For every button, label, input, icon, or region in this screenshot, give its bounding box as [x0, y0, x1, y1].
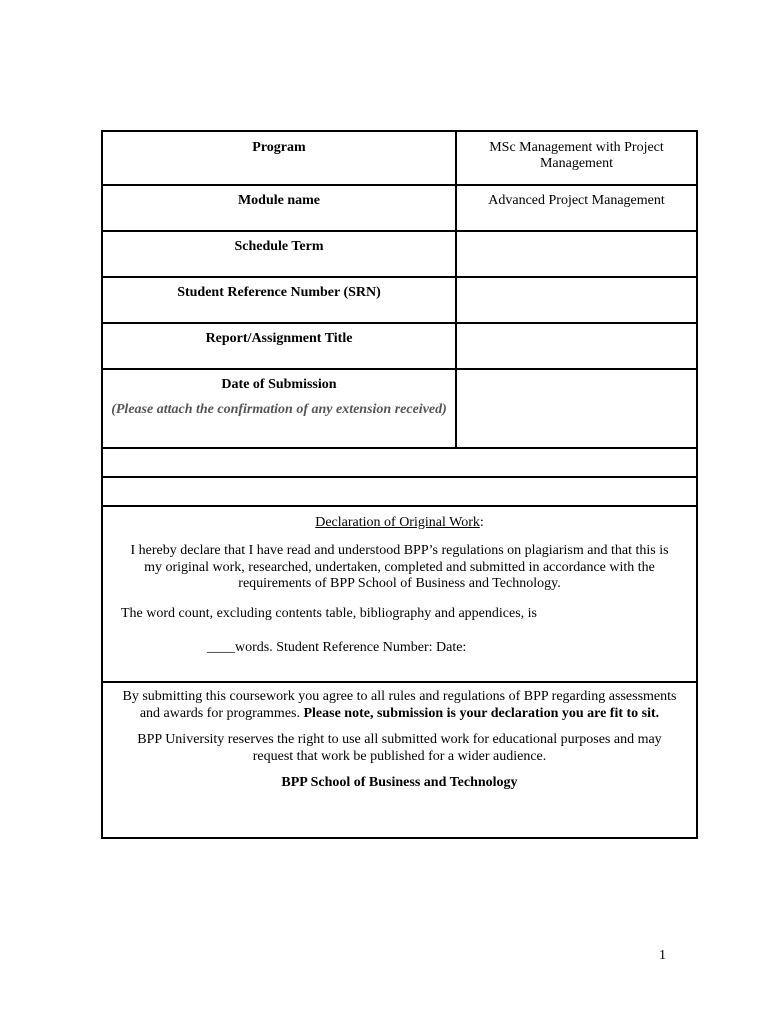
fit-to-sit-note: Please note, submission is your declaration you are fit to sit.: [303, 705, 660, 721]
page-number: 1: [659, 948, 666, 963]
program-label: Program: [102, 131, 456, 185]
declaration-cell: [102, 506, 697, 682]
cover-sheet-table: [101, 130, 698, 839]
blank-cell-2: [102, 477, 697, 506]
row-assignment-title: [102, 323, 697, 369]
row-srn: [102, 277, 697, 323]
row-schedule-term: [102, 231, 697, 277]
row-module-name: [102, 185, 697, 231]
blank-row-1: [102, 448, 697, 477]
words-srn-date-line: [103, 640, 696, 656]
blank-cell-1: [102, 448, 697, 477]
row-program: [102, 131, 697, 185]
extension-note: (Please attach the confirmation of any extension received): [111, 402, 447, 417]
date-of-submission-cell: [102, 369, 456, 448]
agreement-row: [102, 682, 697, 838]
srn-label: Student Reference Number (SRN): [102, 277, 456, 323]
declaration-heading: [103, 515, 696, 531]
schedule-term-label: Schedule Term: [102, 231, 456, 277]
schedule-term-value[interactable]: [456, 231, 697, 277]
declaration-row: [102, 506, 697, 682]
agreement-cell: [102, 682, 697, 838]
school-name-footer: BPP School of Business and Technology: [281, 775, 518, 790]
agreement-paragraph: [103, 689, 696, 722]
assignment-title-value[interactable]: [456, 323, 697, 369]
word-count-statement: The word count, excluding contents table, bibliography and appendices, is: [121, 605, 538, 621]
row-date-of-submission: [102, 369, 697, 448]
word-count-blank[interactable]: ____: [207, 639, 235, 655]
assignment-title-label: Report/Assignment Title: [102, 323, 456, 369]
reserve-rights-text: BPP University reserves the right to use all submitted work for educational purposes and may request that work be published for a wider audience.: [137, 732, 662, 764]
agreement-text: By submitting this coursework you agree to all rules and regulations of BPP regarding assessments and awards for programmes.: [122, 689, 677, 721]
srn-value[interactable]: [456, 277, 697, 323]
program-value: MSc Management with Project Management: [456, 131, 697, 185]
date-of-submission-label: Date of Submission: [221, 377, 337, 392]
module-name-label: Module name: [102, 185, 456, 231]
date-of-submission-value[interactable]: [456, 369, 697, 448]
module-name-value: Advanced Project Management: [456, 185, 697, 231]
declaration-title-colon: :: [479, 515, 484, 530]
declaration-title: Declaration of Original Work: [315, 515, 480, 530]
declaration-body: I hereby declare that I have read and understood BPP’s regulations on plagiarism and that this is my original work, researched, undertaken, completed and submitted in accordance with the requirements of BPP School of Business and Technology.: [130, 543, 669, 591]
blank-row-2: [102, 477, 697, 506]
words-srn-date-text: words. Student Reference Number: Date:: [235, 639, 467, 655]
